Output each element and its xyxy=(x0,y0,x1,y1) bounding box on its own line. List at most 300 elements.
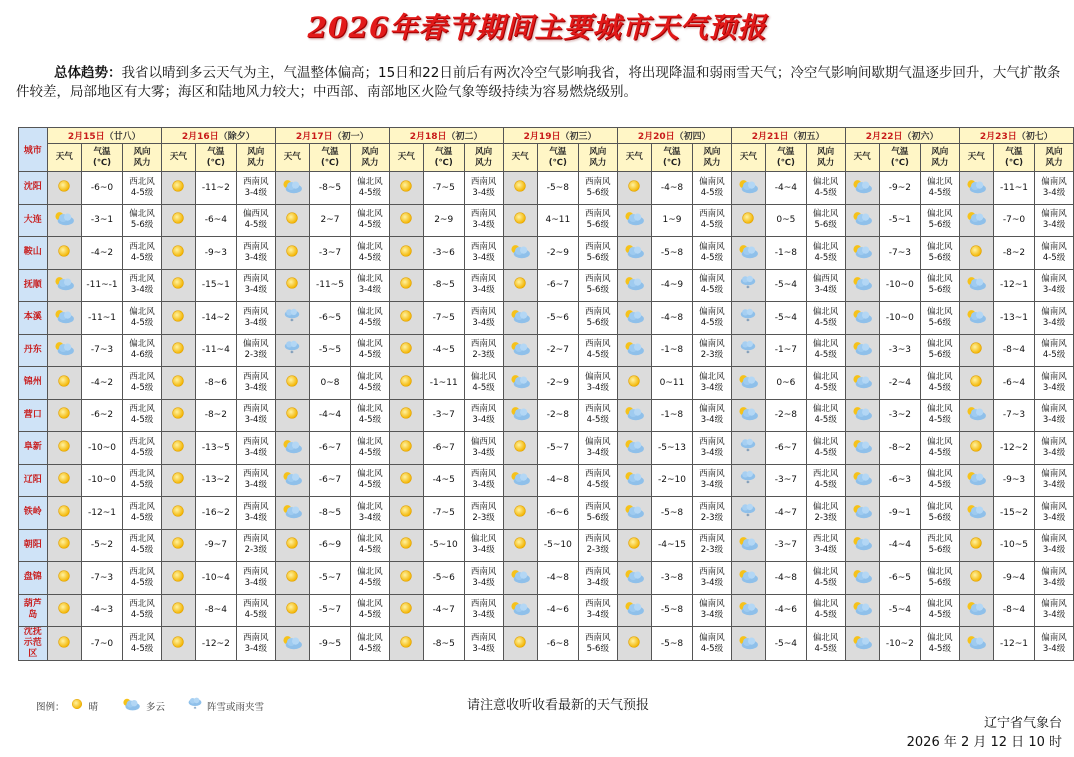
weather-cell xyxy=(845,464,879,497)
city-name xyxy=(19,334,48,367)
lunar-date-label: （初五） xyxy=(788,132,825,142)
temperature-cell: -12~1 xyxy=(993,627,1034,661)
wind-cell xyxy=(464,172,503,205)
wind-force: 4-5级 xyxy=(358,317,382,328)
wind-force: 5-6级 xyxy=(586,512,609,523)
wind-cell xyxy=(1035,367,1074,400)
wind-direction: 西南风 xyxy=(585,534,611,545)
temperature-cell: -8~2 xyxy=(879,432,920,465)
snow-shower-icon xyxy=(187,696,203,715)
weather-cell xyxy=(389,367,423,400)
wind-cell xyxy=(693,237,732,270)
temperature-cell: -3~1 xyxy=(81,204,122,237)
temperature-cell: -10~0 xyxy=(81,432,122,465)
wind-direction: 偏北风 xyxy=(812,599,839,610)
partly-cloudy-icon xyxy=(964,502,988,524)
wind-cell xyxy=(578,172,617,205)
wind-cell xyxy=(1035,529,1074,562)
partly-cloudy-icon xyxy=(964,599,988,621)
temperature-cell: -6~3 xyxy=(879,464,920,497)
wind-cell xyxy=(236,302,275,335)
wind-force: 4-5级 xyxy=(814,317,837,328)
weather-column-header: 天气 xyxy=(47,144,81,172)
temperature-column-header xyxy=(879,144,920,172)
wind-force: 3-4级 xyxy=(244,285,267,296)
temperature-cell: -1~11 xyxy=(423,367,464,400)
sun-icon xyxy=(169,502,187,524)
weather-cell xyxy=(389,432,423,465)
lunar-date-label: （初六） xyxy=(902,132,939,142)
lunar-date-label: （廿八） xyxy=(104,132,141,142)
sun-icon xyxy=(967,534,985,556)
wind-cell xyxy=(464,562,503,595)
sun-icon xyxy=(283,274,301,296)
wind-force-header: 风力 xyxy=(475,157,493,168)
weather-cell xyxy=(731,399,765,432)
wind-cell xyxy=(123,562,162,595)
wind-direction: 西南风 xyxy=(699,436,725,447)
table-row xyxy=(19,464,1074,497)
wind-force: 3-4级 xyxy=(1042,480,1066,491)
partly-cloudy-icon xyxy=(622,437,646,459)
wind-cell xyxy=(123,302,162,335)
table-row xyxy=(19,204,1074,237)
temperature-cell: -6~9 xyxy=(309,529,350,562)
weather-cell xyxy=(959,464,993,497)
wind-cell xyxy=(1035,464,1074,497)
partly-cloudy-icon xyxy=(622,599,646,621)
table-row xyxy=(19,627,1074,661)
weather-cell xyxy=(275,367,309,400)
weather-cell xyxy=(617,269,651,302)
weather-cell xyxy=(503,172,537,205)
city-name-line: 鞍山 xyxy=(23,247,42,258)
wind-direction: 西北风 xyxy=(812,469,839,480)
wind-force: 3-4级 xyxy=(472,187,495,198)
wind-cell xyxy=(920,302,959,335)
wind-direction: 西南风 xyxy=(585,241,611,252)
wind-direction: 偏南风 xyxy=(1041,436,1067,447)
weather-cell xyxy=(731,367,765,400)
wind-force: 2-3级 xyxy=(700,512,724,523)
wind-direction: 西南风 xyxy=(699,501,725,512)
wind-force: 3-4级 xyxy=(472,545,495,556)
wind-cell xyxy=(1035,562,1074,595)
overall-trend-text: 我省以晴到多云天气为主，气温整体偏高；15日和22日前后有两次冷空气影响我省，将出现降温和弱雨雪天气；冷空气影响间歇期气温逐步回升，大气扩散条件较差，局部地区有大雾；海区和陆地风力较大；中西部、南部地区火险气象等级持续为容易燃烧级别。 xyxy=(16,65,1061,100)
weather-cell xyxy=(275,334,309,367)
weather-cell xyxy=(47,367,81,400)
weather-cell xyxy=(845,334,879,367)
sun-icon xyxy=(397,307,415,329)
wind-force: 5-6级 xyxy=(586,220,609,231)
temperature-column-header xyxy=(81,144,122,172)
wind-cell xyxy=(920,562,959,595)
temperature-cell: -5~6 xyxy=(423,562,464,595)
wind-force: 5-6级 xyxy=(928,545,951,556)
sun-icon xyxy=(169,404,187,426)
wind-direction: 偏北风 xyxy=(357,176,383,187)
wind-force: 2-3级 xyxy=(244,350,267,361)
partly-cloudy-icon xyxy=(736,242,760,264)
sun-icon xyxy=(169,633,187,655)
temperature-header-line: 气温 xyxy=(891,146,909,157)
svg-text:*: * xyxy=(746,447,751,455)
wind-cell xyxy=(236,269,275,302)
temperature-cell: -5~6 xyxy=(537,302,578,335)
wind-cell xyxy=(806,562,845,595)
wind-direction: 偏北风 xyxy=(927,469,953,480)
wind-direction: 偏北风 xyxy=(357,339,383,350)
wind-force: 3-4级 xyxy=(244,252,267,263)
temperature-cell: -5~8 xyxy=(651,627,692,661)
partly-cloudy-icon xyxy=(850,404,874,426)
table-row xyxy=(19,334,1074,367)
sun-icon xyxy=(397,437,415,459)
wind-cell xyxy=(464,237,503,270)
wind-direction: 偏北风 xyxy=(812,339,839,350)
wind-force: 4-5级 xyxy=(586,350,609,361)
wind-force: 3-4级 xyxy=(700,382,724,393)
sun-icon xyxy=(169,599,187,621)
wind-force: 3-4级 xyxy=(244,415,267,426)
wind-direction: 偏北风 xyxy=(357,371,383,382)
date-header xyxy=(47,128,161,144)
wind-direction: 偏北风 xyxy=(357,306,383,317)
wind-direction: 偏北风 xyxy=(357,436,383,447)
partly-cloudy-icon xyxy=(964,404,988,426)
weather-cell xyxy=(503,237,537,270)
wind-direction: 西南风 xyxy=(585,632,611,643)
weather-column-header: 天气 xyxy=(959,144,993,172)
wind-force: 2-3级 xyxy=(700,350,724,361)
partly-cloudy-icon xyxy=(120,696,142,715)
city-name xyxy=(19,399,48,432)
wind-force: 2-3级 xyxy=(472,350,495,361)
weather-cell xyxy=(959,237,993,270)
wind-cell xyxy=(920,204,959,237)
wind-force: 3-4级 xyxy=(700,447,724,458)
weather-cell xyxy=(845,237,879,270)
wind-cell xyxy=(578,367,617,400)
wind-column-header xyxy=(351,144,390,172)
wind-direction: 西南风 xyxy=(470,209,497,220)
temperature-cell: -3~2 xyxy=(879,399,920,432)
wind-force: 3-4级 xyxy=(814,285,837,296)
temperature-cell: -2~9 xyxy=(537,237,578,270)
wind-direction: 偏南风 xyxy=(1041,469,1067,480)
wind-force: 3-4级 xyxy=(244,382,267,393)
wind-column-header xyxy=(236,144,275,172)
sun-icon xyxy=(397,372,415,394)
wind-cell xyxy=(693,269,732,302)
wind-force: 4-5级 xyxy=(700,252,724,263)
wind-force: 3-4级 xyxy=(130,285,154,296)
wind-cell xyxy=(578,497,617,530)
wind-cell xyxy=(123,627,162,661)
wind-direction: 偏北风 xyxy=(927,501,953,512)
sun-icon xyxy=(169,567,187,589)
wind-cell xyxy=(1035,334,1074,367)
temperature-cell: -12~1 xyxy=(81,497,122,530)
weather-cell xyxy=(503,529,537,562)
wind-direction: 偏北风 xyxy=(812,404,839,415)
wind-column-header xyxy=(920,144,959,172)
sun-icon xyxy=(511,534,529,556)
wind-force: 2-3级 xyxy=(244,545,267,556)
temperature-cell: -7~3 xyxy=(879,237,920,270)
weather-cell xyxy=(617,464,651,497)
temperature-cell: 2~7 xyxy=(309,204,350,237)
partly-cloudy-icon xyxy=(964,307,988,329)
sun-icon xyxy=(55,437,73,459)
wind-direction: 偏北风 xyxy=(357,274,383,285)
wind-cell xyxy=(920,497,959,530)
sun-icon xyxy=(967,437,985,459)
wind-cell xyxy=(920,529,959,562)
temperature-cell: -5~7 xyxy=(537,432,578,465)
sun-icon xyxy=(283,404,301,426)
temperature-cell: -2~4 xyxy=(879,367,920,400)
wind-cell xyxy=(693,204,732,237)
wind-direction: 偏北风 xyxy=(357,566,383,577)
wind-force: 4-5级 xyxy=(700,317,724,328)
partly-cloudy-icon xyxy=(964,274,988,296)
temperature-cell: -15~2 xyxy=(993,497,1034,530)
wind-force: 3-4级 xyxy=(700,577,724,588)
wind-cell xyxy=(1035,497,1074,530)
wind-cell xyxy=(1035,432,1074,465)
weather-cell xyxy=(161,302,195,335)
partly-cloudy-icon xyxy=(622,404,646,426)
snow-shower-icon xyxy=(283,339,301,361)
temperature-cell: -9~7 xyxy=(195,529,236,562)
sun-icon xyxy=(625,534,643,556)
sun-icon xyxy=(967,567,985,589)
sun-icon xyxy=(55,534,73,556)
wind-direction-header: 风向 xyxy=(247,146,265,157)
wind-cell xyxy=(806,204,845,237)
temperature-cell: -6~8 xyxy=(537,627,578,661)
wind-cell xyxy=(351,399,390,432)
wind-cell xyxy=(351,172,390,205)
weather-cell xyxy=(617,529,651,562)
wind-force: 4-5级 xyxy=(130,643,154,654)
date-header xyxy=(845,128,959,144)
wind-cell xyxy=(123,237,162,270)
city-name xyxy=(19,627,48,661)
wind-force: 3-4级 xyxy=(1042,447,1066,458)
temperature-cell: -1~8 xyxy=(766,237,807,270)
partly-cloudy-icon xyxy=(850,437,874,459)
temperature-cell: -3~7 xyxy=(766,464,807,497)
wind-force-header: 风力 xyxy=(589,157,607,168)
partly-cloudy-icon xyxy=(850,339,874,361)
temperature-unit-line: (℃) xyxy=(662,157,681,168)
date-header xyxy=(161,128,275,144)
wind-force: 5-6级 xyxy=(814,220,837,231)
wind-force-header: 风力 xyxy=(133,157,151,168)
sun-icon xyxy=(511,437,529,459)
wind-cell xyxy=(1035,302,1074,335)
wind-force: 5-6级 xyxy=(928,350,951,361)
wind-direction: 偏北风 xyxy=(129,209,155,220)
table-row xyxy=(19,302,1074,335)
wind-direction: 西南风 xyxy=(470,241,497,252)
wind-direction: 西南风 xyxy=(470,599,497,610)
wind-direction: 偏南风 xyxy=(1041,274,1067,285)
temperature-unit-line: (℃) xyxy=(320,157,339,168)
wind-force: 3-4级 xyxy=(814,545,837,556)
temperature-cell: -9~4 xyxy=(993,562,1034,595)
wind-cell xyxy=(464,204,503,237)
wind-force: 5-6级 xyxy=(928,317,951,328)
temperature-column-header xyxy=(195,144,236,172)
wind-cell xyxy=(693,172,732,205)
wind-force: 3-4级 xyxy=(472,317,495,328)
temperature-cell: -5~8 xyxy=(651,594,692,627)
sun-icon xyxy=(397,502,415,524)
temperature-cell: -13~1 xyxy=(993,302,1034,335)
wind-force: 4-5级 xyxy=(814,350,837,361)
weather-cell xyxy=(275,237,309,270)
temperature-cell: -4~7 xyxy=(423,594,464,627)
wind-force: 3-4级 xyxy=(1042,545,1066,556)
lunar-date-label: （初七） xyxy=(1016,132,1053,142)
wind-direction: 偏南风 xyxy=(1041,632,1067,643)
city-name xyxy=(19,594,48,627)
city-name-line: 营口 xyxy=(23,409,42,420)
weather-cell xyxy=(389,334,423,367)
wind-force: 4-5级 xyxy=(358,545,382,556)
wind-force: 4-5级 xyxy=(358,643,382,654)
wind-direction: 偏南风 xyxy=(585,371,611,382)
wind-force: 4-5级 xyxy=(814,610,837,621)
temperature-cell: -5~1 xyxy=(879,204,920,237)
wind-direction: 偏南风 xyxy=(699,599,725,610)
wind-force: 4-5级 xyxy=(928,643,951,654)
wind-force: 5-6级 xyxy=(928,577,951,588)
weather-cell xyxy=(47,529,81,562)
overall-trend xyxy=(16,64,1061,102)
wind-force: 4-5级 xyxy=(1042,350,1066,361)
weather-cell xyxy=(617,334,651,367)
wind-cell xyxy=(464,627,503,661)
wind-force: 3-4级 xyxy=(472,610,495,621)
wind-force: 3-4级 xyxy=(472,447,495,458)
weather-cell xyxy=(47,464,81,497)
wind-direction: 西南风 xyxy=(243,436,269,447)
temperature-cell: -7~3 xyxy=(993,399,1034,432)
wind-direction: 偏北风 xyxy=(470,534,497,545)
wind-direction: 西南风 xyxy=(470,306,497,317)
wind-force: 3-4级 xyxy=(1042,317,1066,328)
wind-cell xyxy=(693,497,732,530)
weather-cell xyxy=(275,399,309,432)
wind-cell xyxy=(578,562,617,595)
wind-cell xyxy=(1035,204,1074,237)
wind-force: 4-5级 xyxy=(358,187,382,198)
temperature-cell: -10~0 xyxy=(879,269,920,302)
wind-cell xyxy=(236,172,275,205)
wind-force: 3-4级 xyxy=(1042,382,1066,393)
city-name-line: 抚顺 xyxy=(23,279,42,290)
partly-cloudy-icon xyxy=(622,339,646,361)
weather-cell xyxy=(161,562,195,595)
wind-direction: 西南风 xyxy=(243,241,269,252)
wind-force: 4-5级 xyxy=(472,382,495,393)
weather-cell xyxy=(275,464,309,497)
wind-direction: 西南风 xyxy=(243,371,269,382)
wind-cell xyxy=(693,367,732,400)
wind-force: 4-5级 xyxy=(130,415,154,426)
wind-force: 4-5级 xyxy=(358,577,382,588)
table-row xyxy=(19,594,1074,627)
partly-cloudy-icon xyxy=(622,242,646,264)
partly-cloudy-icon xyxy=(508,242,532,264)
weather-cell xyxy=(845,172,879,205)
weather-cell xyxy=(161,172,195,205)
temperature-cell: -4~8 xyxy=(766,562,807,595)
wind-force: 4-5级 xyxy=(814,643,837,654)
weather-cell xyxy=(389,627,423,661)
date-header xyxy=(959,128,1073,144)
wind-direction: 偏南风 xyxy=(585,436,611,447)
table-row xyxy=(19,237,1074,270)
date-header xyxy=(503,128,617,144)
temperature-cell: -4~4 xyxy=(766,172,807,205)
wind-direction: 偏北风 xyxy=(812,632,839,643)
wind-force: 4-5级 xyxy=(700,220,724,231)
partly-cloudy-icon xyxy=(736,177,760,199)
wind-force: 3-4级 xyxy=(244,317,267,328)
wind-cell xyxy=(464,594,503,627)
weather-cell xyxy=(959,334,993,367)
sun-icon xyxy=(283,372,301,394)
wind-cell xyxy=(236,562,275,595)
city-name-line: 沈抚 xyxy=(23,627,42,637)
wind-direction: 偏北风 xyxy=(927,339,953,350)
partly-cloudy-icon xyxy=(850,567,874,589)
wind-force: 4-5级 xyxy=(130,317,154,328)
wind-cell xyxy=(578,627,617,661)
wind-cell xyxy=(236,432,275,465)
temperature-cell: -5~7 xyxy=(309,594,350,627)
weather-cell xyxy=(389,302,423,335)
wind-force: 2-3级 xyxy=(700,545,724,556)
wind-direction: 偏北风 xyxy=(927,599,953,610)
wind-cell xyxy=(464,302,503,335)
weather-cell xyxy=(161,464,195,497)
wind-column-header xyxy=(1035,144,1074,172)
wind-cell xyxy=(920,269,959,302)
wind-force: 3-4级 xyxy=(586,610,609,621)
weather-cell xyxy=(845,302,879,335)
wind-cell xyxy=(351,204,390,237)
partly-cloudy-icon xyxy=(280,437,304,459)
wind-direction: 偏南风 xyxy=(1041,241,1067,252)
wind-force: 5-6级 xyxy=(586,252,609,263)
wind-direction: 偏北风 xyxy=(927,274,953,285)
sun-icon xyxy=(397,242,415,264)
temperature-cell: -1~8 xyxy=(651,399,692,432)
sun-icon xyxy=(169,437,187,459)
city-name-line: 大连 xyxy=(23,214,42,225)
temperature-cell: -8~6 xyxy=(195,367,236,400)
temperature-cell: -4~15 xyxy=(651,529,692,562)
wind-force: 3-4级 xyxy=(700,415,724,426)
wind-cell xyxy=(351,497,390,530)
wind-cell xyxy=(236,204,275,237)
